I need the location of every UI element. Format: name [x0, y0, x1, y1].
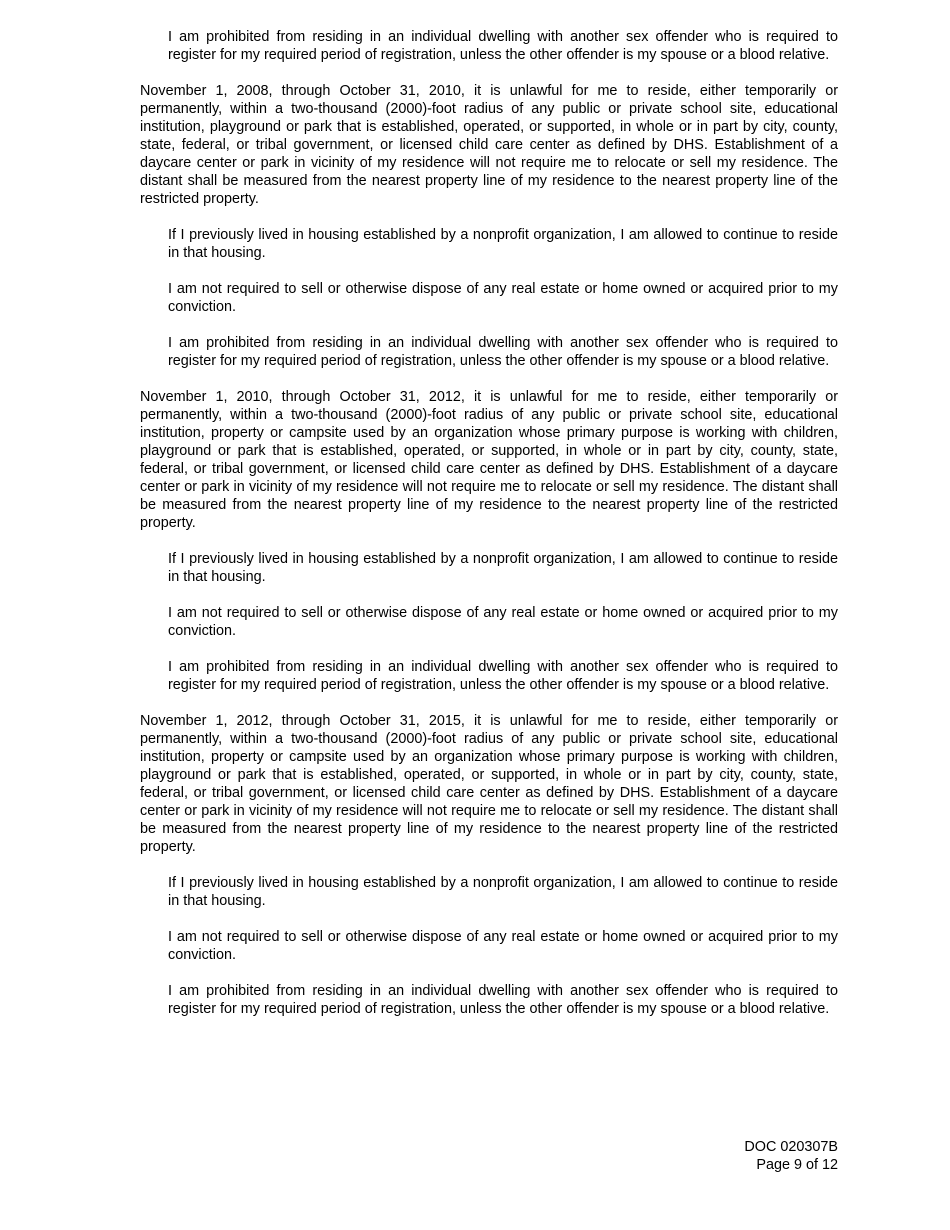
paragraph-nonprofit-housing: If I previously lived in housing established by a nonprofit organization, I am allowed to continue to reside in that housing.	[168, 551, 838, 585]
paragraph-residency-2010-2012: November 1, 2010, through October 31, 2012, it is unlawful for me to reside, either temporarily or permanently, within a two-thousand (2000)-foot radius of any public or private school site, educational institution, property or campsite used by an organization whose primary purpose is working with children, playground or park that is established, operated, or supported, in whole or in part by city, county, state, federal, or tribal government, or licensed child care center as defined by DHS. Establishment of a daycare center or park in vicinity of my residence will not require me to relocate or sell my residence. The distant shall be measured from the nearest property line of my residence to the nearest property line of the restricted property.	[140, 389, 838, 531]
paragraph-residency-2012-2015: November 1, 2012, through October 31, 2015, it is unlawful for me to reside, either temporarily or permanently, within a two-thousand (2000)-foot radius of any public or private school site, educational institution, property or campsite used by an organization whose primary purpose is working with children, playground or park that is established, operated, or supported, in whole or in part by city, county, state, federal, or tribal government, or licensed child care center as defined by DHS. Establishment of a daycare center or park in vicinity of my residence will not require me to relocate or sell my residence. The distant shall be measured from the nearest property line of my residence to the nearest property line of the restricted property.	[140, 713, 838, 855]
page-footer	[744, 1138, 838, 1174]
paragraph-nonprofit-housing: If I previously lived in housing established by a nonprofit organization, I am allowed to continue to reside in that housing.	[168, 227, 838, 261]
paragraph-cohabitation-restriction: I am prohibited from residing in an individual dwelling with another sex offender who is required to register for my required period of registration, unless the other offender is my spouse or a blood relative.	[168, 659, 838, 693]
paragraph-residency-2008-2010: November 1, 2008, through October 31, 2010, it is unlawful for me to reside, either temporarily or permanently, within a two-thousand (2000)-foot radius of any public or private school site, educational institution, playground or park that is established, operated, or supported, in whole or in part by city, county, state, federal, or tribal government, or licensed child care center as defined by DHS. Establishment of a daycare center or park in vicinity of my residence will not require me to relocate or sell my residence. The distant shall be measured from the nearest property line of my residence to the nearest property line of the restricted property.	[140, 83, 838, 207]
paragraph-real-estate-exemption: I am not required to sell or otherwise dispose of any real estate or home owned or acquired prior to my conviction.	[168, 605, 838, 639]
document-body	[140, 28, 838, 1036]
document-number: DOC 020307B	[744, 1139, 838, 1155]
paragraph-cohabitation-restriction: I am prohibited from residing in an individual dwelling with another sex offender who is required to register for my required period of registration, unless the other offender is my spouse or a blood relative.	[168, 983, 838, 1017]
page-number: Page 9 of 12	[756, 1157, 838, 1173]
paragraph-nonprofit-housing: If I previously lived in housing established by a nonprofit organization, I am allowed to continue to reside in that housing.	[168, 875, 838, 909]
paragraph-cohabitation-restriction: I am prohibited from residing in an individual dwelling with another sex offender who is required to register for my required period of registration, unless the other offender is my spouse or a blood relative.	[168, 29, 838, 63]
paragraph-real-estate-exemption: I am not required to sell or otherwise dispose of any real estate or home owned or acquired prior to my conviction.	[168, 929, 838, 963]
paragraph-cohabitation-restriction: I am prohibited from residing in an individual dwelling with another sex offender who is required to register for my required period of registration, unless the other offender is my spouse or a blood relative.	[168, 335, 838, 369]
paragraph-real-estate-exemption: I am not required to sell or otherwise dispose of any real estate or home owned or acquired prior to my conviction.	[168, 281, 838, 315]
